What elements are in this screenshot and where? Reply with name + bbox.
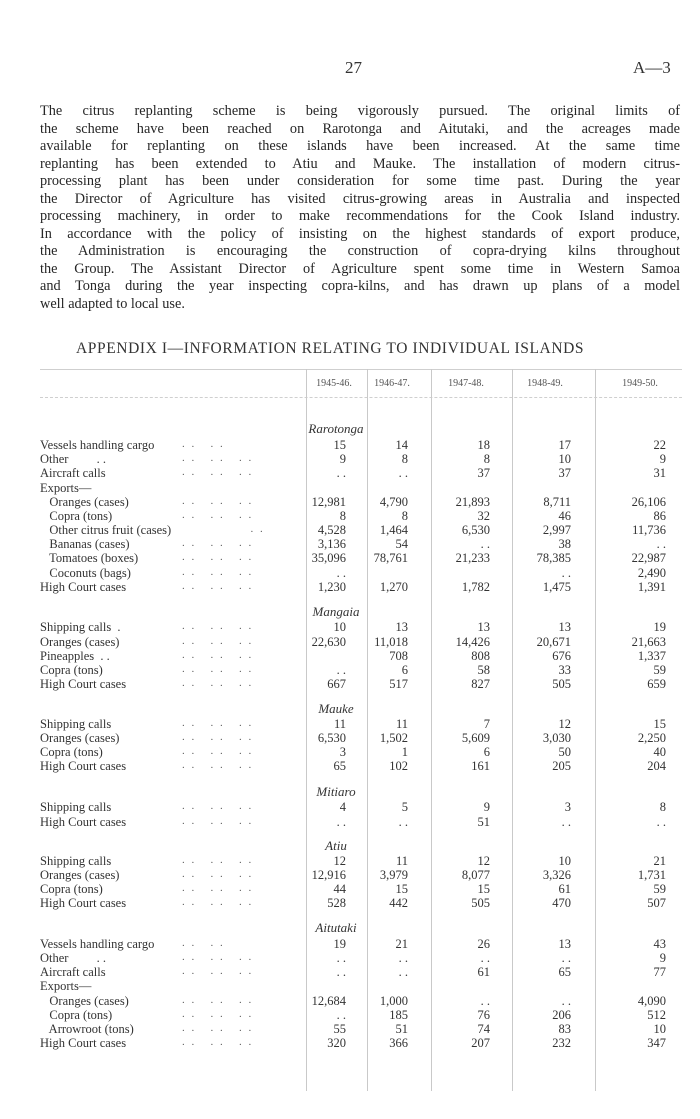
table-cell: 6 [401,663,408,677]
table-cell: . . [656,815,666,829]
table-cell: 9 [483,800,490,814]
table-cell: 19 [333,937,346,951]
leader-dots: . . . . . . [182,951,254,963]
leader-dots: . . . . . . [182,509,254,521]
table-cell: 4,790 [379,495,408,509]
row-label: Coconuts (bags) [40,566,131,580]
table-cell: 7 [483,717,490,731]
row-label: Aircraft calls [40,965,106,979]
table-cell: 65 [333,759,346,773]
table-cell: 38 [558,537,571,551]
paragraph-line: The citrus replanting scheme is being vigorously pursued. The original limits of [40,103,680,119]
leader-dots: . . . . [182,438,225,450]
leader-dots: . . [222,523,265,535]
table-cell: 10 [333,620,346,634]
table-cell: 808 [471,649,490,663]
table-cell: 65 [558,965,571,979]
paragraph-line: processing machinery, in order to make recommendations for the Cook Island industry. [40,208,680,224]
table-cell: 205 [552,759,571,773]
row-label: Other citrus fruit (cases) [40,523,172,537]
table-cell: 3 [339,745,346,759]
table-cell: 11 [333,717,346,731]
table-cell: . . [656,537,666,551]
row-label: Aircraft calls [40,466,106,480]
page-number: 27 [345,58,362,77]
row-label: Other . . [40,452,106,466]
paragraph-line: the Group. The Assistant Director of Agriculture spent some time in Western Samoa [40,260,680,277]
table-cell: 12 [477,854,490,868]
row-label: High Court cases [40,580,127,594]
table-cell: 232 [552,1036,571,1050]
row-label: Shipping calls . [40,620,121,634]
row-label: Oranges (cases) [40,868,120,882]
row-label: Other . . [40,951,106,965]
table-cell: 5,609 [461,731,490,745]
row-label: Shipping calls [40,800,112,814]
table-cell: 31 [653,466,666,480]
table-cell: 3,136 [317,537,346,551]
table-cell: 2,490 [637,566,666,580]
table-cell: 1,270 [379,580,408,594]
table-cell: . . [398,466,408,480]
column-header: 1948-49. [527,378,563,389]
table-cell: 11 [395,717,408,731]
table-cell: 185 [389,1008,408,1022]
table-cell: . . [561,815,571,829]
page-reference: A—3 [633,58,671,77]
table-cell: 10 [653,1022,666,1036]
column-header: 1949-50. [622,378,658,389]
table-cell: 827 [471,677,490,691]
section-heading: Mitiaro [316,784,356,799]
leader-dots: . . . . . . [182,677,254,689]
row-label: Copra (tons) [40,882,103,896]
table-cell: 59 [653,663,666,677]
table-cell: 21 [653,854,666,868]
table-cell: 55 [333,1022,346,1036]
table-cell: 61 [558,882,571,896]
table-cell: 83 [558,1022,571,1036]
leader-dots: . . . . [182,937,225,949]
table-cell: 12,916 [311,868,346,882]
table-cell: 35,096 [311,551,346,565]
table-cell: . . [336,663,346,677]
leader-dots: . . . . . . [182,896,254,908]
leader-dots: . . . . . . [182,635,254,647]
table-cell: 18 [477,438,490,452]
table-cell: 11 [395,854,408,868]
table-cell: 13 [558,937,571,951]
table-cell: 517 [389,677,408,691]
table-cell: 1,000 [379,994,408,1008]
table-cell: 86 [653,509,666,523]
table-cell: . . [336,951,346,965]
table-cell: 46 [558,509,571,523]
table-cell: 204 [647,759,666,773]
table-cell: 22 [653,438,666,452]
table-cell: 26 [477,937,490,951]
paragraph-line: the Administration is encouraging the construction of copra-drying kilns throughout [40,243,680,259]
table-cell: 8,711 [543,495,571,509]
leader-dots: . . . . . . [182,566,254,578]
row-label: Vessels handling cargo [40,438,155,452]
table-cell: 505 [552,677,571,691]
row-label: Copra (tons) [40,1008,113,1022]
row-label: Arrowroot (tons) [40,1022,134,1036]
table-cell: 512 [647,1008,666,1022]
table-cell: 21 [395,937,408,951]
paragraph-line: the scheme have been reached on Rarotonga and Aitutaki, and the acreages made [40,120,680,137]
leader-dots: . . . . . . [182,759,254,771]
paragraph-line: processing plant has been under consideration for some time past. During the year [40,173,680,189]
table-cell: . . [336,566,346,580]
leader-dots: . . . . . . [182,1022,254,1034]
table-cell: . . [480,537,490,551]
table-cell: 8,077 [461,868,490,882]
table-cell: 366 [389,1036,408,1050]
table-cell: 33 [558,663,571,677]
row-label: Shipping calls [40,717,112,731]
table-cell: 13 [477,620,490,634]
row-label: High Court cases [40,896,127,910]
leader-dots: . . . . . . [182,854,254,866]
column-divider [595,369,596,1091]
table-cell: 50 [558,745,571,759]
table-top-rule [40,369,682,370]
leader-dots: . . . . . . [182,882,254,894]
table-cell: 21,663 [631,635,666,649]
table-cell: . . [336,466,346,480]
leader-dots: . . . . . . [182,495,254,507]
table-cell: . . [336,965,346,979]
table-cell: 1,731 [637,868,666,882]
table-cell: 347 [647,1036,666,1050]
table-cell: 21,893 [455,495,490,509]
leader-dots: . . . . . . [182,452,254,464]
paragraph-line: and Tonga during the year inspecting copra-kilns, and has drawn up plans of a model [40,278,680,294]
table-cell: 1,464 [379,523,408,537]
table-cell: . . [398,965,408,979]
leader-dots: . . . . . . [182,1008,254,1020]
appendix-title: APPENDIX I—INFORMATION RELATING TO INDIVIDUAL ISLANDS [76,340,585,357]
table-cell: 13 [558,620,571,634]
table-cell: 37 [558,466,571,480]
table-header-rule [40,397,682,398]
table-cell: 1,502 [379,731,408,745]
table-cell: 20,671 [536,635,571,649]
table-cell: 78,385 [536,551,571,565]
table-cell: 8 [483,452,490,466]
table-cell: 659 [647,677,666,691]
table-cell: 3,030 [542,731,571,745]
table-cell: 2,250 [637,731,666,745]
paragraph-line: available for replanting on these islands have been increased. At the same time [40,138,680,154]
table-cell: 5 [401,800,408,814]
table-cell: 1,230 [317,580,346,594]
table-cell: 15 [395,882,408,896]
table-cell: . . [480,951,490,965]
row-label: Vessels handling cargo [40,937,155,951]
table-cell: 6 [483,745,490,759]
table-cell: 667 [327,677,346,691]
table-cell: 44 [333,882,346,896]
section-heading: Mauke [318,701,354,716]
table-cell: 17 [558,438,571,452]
leader-dots: . . . . . . [182,663,254,675]
table-cell: 6,530 [461,523,490,537]
table-cell: 1 [401,745,408,759]
table-cell: 61 [477,965,490,979]
paragraph-line: In accordance with the policy of insisting on the highest standards of export produce, [40,225,680,242]
section-heading: Atiu [325,838,347,853]
table-cell: 8 [339,509,346,523]
table-cell: 22,630 [311,635,346,649]
table-cell: 320 [327,1036,346,1050]
table-cell: 76 [477,1008,490,1022]
paragraph-line: well adapted to local use. [40,295,185,312]
table-cell: 9 [659,951,666,965]
table-cell: 2,997 [542,523,571,537]
leader-dots: . . . . . . [182,868,254,880]
table-cell: . . [398,951,408,965]
table-cell: 10 [558,854,571,868]
table-cell: 507 [647,896,666,910]
table-cell: 14,426 [455,635,490,649]
table-cell: 40 [653,745,666,759]
table-cell: 43 [653,937,666,951]
leader-dots: . . . . . . [182,800,254,812]
row-label: High Court cases [40,815,127,829]
table-cell: 1,337 [637,649,666,663]
row-label: Oranges (cases) [40,635,120,649]
table-cell: 21,233 [455,551,490,565]
paragraph-line: replanting has been extended to Atiu and Mauke. The installation of modern citrus- [40,155,680,172]
row-label: Shipping calls [40,854,112,868]
section-heading: Aitutaki [315,920,357,935]
table-cell: 11,736 [632,523,666,537]
table-cell: 54 [395,537,408,551]
table-cell: 37 [477,466,490,480]
table-cell: 9 [659,452,666,466]
table-cell: 4,528 [317,523,346,537]
table-cell: 78,761 [373,551,408,565]
table-cell: 59 [653,882,666,896]
leader-dots: . . . . . . [182,717,254,729]
column-header: 1946-47. [374,378,410,389]
table-cell: 15 [333,438,346,452]
leader-dots: . . . . . . [182,649,254,661]
table-cell: 4 [339,800,346,814]
table-cell: 11,018 [374,635,408,649]
table-cell: 14 [395,438,408,452]
table-cell: 15 [653,717,666,731]
row-label: Exports— [40,481,92,495]
table-cell: 13 [395,620,408,634]
leader-dots: . . . . . . [182,731,254,743]
leader-dots: . . . . . . [182,1036,254,1048]
table-cell: 3 [564,800,571,814]
table-cell: 58 [477,663,490,677]
table-cell: 51 [477,815,490,829]
table-cell: 22,987 [631,551,666,565]
table-cell: 505 [471,896,490,910]
table-cell: 51 [395,1022,408,1036]
row-label: Oranges (cases) [40,495,129,509]
table-cell: . . [561,566,571,580]
leader-dots: . . . . . . [182,551,254,563]
row-label: Pineapples . . [40,649,110,663]
table-cell: 8 [659,800,666,814]
table-cell: 12 [558,717,571,731]
table-cell: 708 [389,649,408,663]
table-cell: 77 [653,965,666,979]
table-cell: 9 [339,452,346,466]
leader-dots: . . . . . . [182,466,254,478]
row-label: High Court cases [40,759,127,773]
row-label: High Court cases [40,677,127,691]
row-label: Copra (tons) [40,745,103,759]
row-label: Bananas (cases) [40,537,130,551]
table-cell: 4,090 [637,994,666,1008]
table-cell: 442 [389,896,408,910]
table-cell: 3,979 [379,868,408,882]
column-header: 1945-46. [316,378,352,389]
table-cell: 206 [552,1008,571,1022]
row-label: Tomatoes (boxes) [40,551,139,565]
table-cell: 32 [477,509,490,523]
table-cell: 26,106 [631,495,666,509]
paragraph-line: the Director of Agriculture has visited citrus-growing areas in Australia and inspected [40,190,680,207]
section-heading: Rarotonga [308,421,364,436]
table-cell: 207 [471,1036,490,1050]
leader-dots: . . . . . . [182,745,254,757]
table-cell: 8 [401,452,408,466]
leader-dots: . . . . . . [182,815,254,827]
table-cell: 12,981 [311,495,346,509]
table-cell: 12,684 [311,994,346,1008]
table-cell: . . [561,951,571,965]
table-cell: . . [561,994,571,1008]
row-label: Exports— [40,979,92,993]
table-cell: . . [336,815,346,829]
table-cell: 12 [333,854,346,868]
table-cell: 102 [389,759,408,773]
table-cell: . . [398,815,408,829]
table-cell: 1,475 [542,580,571,594]
table-cell: 1,391 [637,580,666,594]
leader-dots: . . . . . . [182,965,254,977]
row-label: Copra (tons) [40,663,103,677]
table-cell: 676 [552,649,571,663]
table-cell: 470 [552,896,571,910]
leader-dots: . . . . . . [182,580,254,592]
table-cell: 15 [477,882,490,896]
table-cell: 1,782 [461,580,490,594]
table-cell: 19 [653,620,666,634]
leader-dots: . . . . . . [182,994,254,1006]
table-cell: . . [480,994,490,1008]
table-cell: . . [336,1008,346,1022]
table-cell: 528 [327,896,346,910]
leader-dots: . . . . . . [182,537,254,549]
table-cell: 10 [558,452,571,466]
table-cell: 74 [477,1022,490,1036]
row-label: High Court cases [40,1036,127,1050]
row-label: Oranges (cases) [40,994,129,1008]
table-cell: 3,326 [542,868,571,882]
table-cell: 161 [471,759,490,773]
row-label: Oranges (cases) [40,731,120,745]
table-cell: 8 [401,509,408,523]
section-heading: Mangaia [312,604,360,619]
row-label: Copra (tons) [40,509,113,523]
column-header: 1947-48. [448,378,484,389]
table-cell: 6,530 [317,731,346,745]
leader-dots: . . . . . . [182,620,254,632]
